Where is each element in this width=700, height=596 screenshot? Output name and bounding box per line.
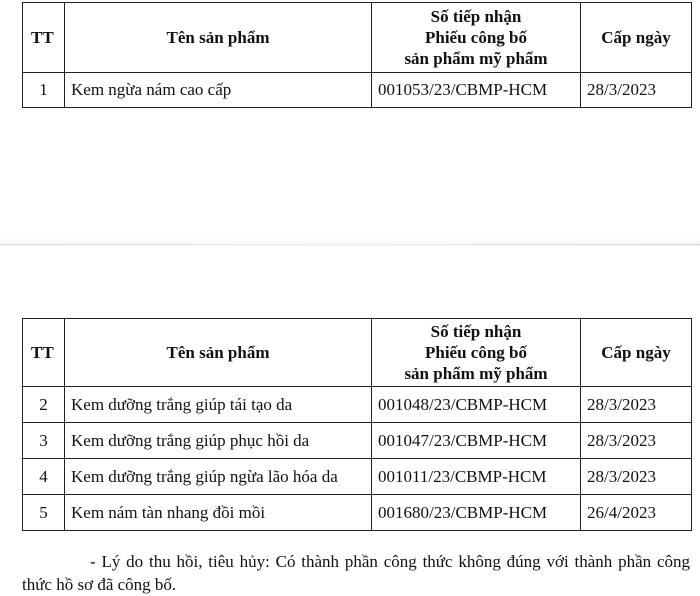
- product-name: Kem nám tàn nhang đồi mồi: [65, 495, 372, 531]
- row-number: 4: [23, 459, 65, 495]
- header-date: Cấp ngày: [581, 319, 692, 387]
- registration-number: 001048/23/CBMP-HCM: [372, 387, 581, 423]
- issue-date: 28/3/2023: [581, 387, 692, 423]
- recall-table-1: [22, 2, 692, 108]
- recall-table-2: [22, 318, 692, 531]
- table-2-body: [23, 387, 692, 531]
- product-name: Kem dưỡng trắng giúp phục hồi da: [65, 423, 372, 459]
- table-row: [23, 495, 692, 531]
- recall-reason-note: - Lý do thu hồi, tiêu hủy: Có thành phần công thức không đúng với thành phần công thức hồ sơ đã công bố.: [22, 552, 690, 594]
- registration-number: 001047/23/CBMP-HCM: [372, 423, 581, 459]
- header-product: Tên sản phẩm: [65, 3, 372, 73]
- registration-number: 001053/23/CBMP-HCM: [372, 73, 581, 108]
- issue-date: 28/3/2023: [581, 459, 692, 495]
- issue-date: 28/3/2023: [581, 423, 692, 459]
- header-code-line3: sản phẩm mỹ phẩm: [404, 364, 548, 383]
- table-row: [23, 387, 692, 423]
- row-number: 2: [23, 387, 65, 423]
- header-code: [372, 319, 581, 387]
- header-code-line2: Phiếu công bố: [424, 28, 528, 47]
- row-number: 5: [23, 495, 65, 531]
- registration-number: 001011/23/CBMP-HCM: [372, 459, 581, 495]
- table-header-row: [23, 319, 692, 387]
- header-code-line1: Số tiếp nhận: [430, 7, 522, 26]
- header-no: TT: [23, 3, 65, 73]
- issue-date: 26/4/2023: [581, 495, 692, 531]
- product-name: Kem dưỡng trắng giúp ngừa lão hóa da: [65, 459, 372, 495]
- table-header-row: [23, 3, 692, 73]
- row-number: 1: [23, 73, 65, 108]
- product-name: Kem ngừa nám cao cấp: [65, 73, 372, 108]
- table-row: [23, 73, 692, 108]
- header-code-line3: sản phẩm mỹ phẩm: [404, 49, 548, 68]
- table-row: [23, 459, 692, 495]
- table-row: [23, 423, 692, 459]
- header-code-line2: Phiếu công bố: [424, 343, 528, 362]
- registration-number: 001680/23/CBMP-HCM: [372, 495, 581, 531]
- header-code-line1: Số tiếp nhận: [430, 322, 522, 341]
- header-date: Cấp ngày: [581, 3, 692, 73]
- header-product: Tên sản phẩm: [65, 319, 372, 387]
- header-code: [372, 3, 581, 73]
- issue-date: 28/3/2023: [581, 73, 692, 108]
- product-name: Kem dưỡng trắng giúp tái tạo da: [65, 387, 372, 423]
- row-number: 3: [23, 423, 65, 459]
- page-fold-line: [0, 244, 700, 245]
- table-1-body: [23, 73, 692, 108]
- header-no: TT: [23, 319, 65, 387]
